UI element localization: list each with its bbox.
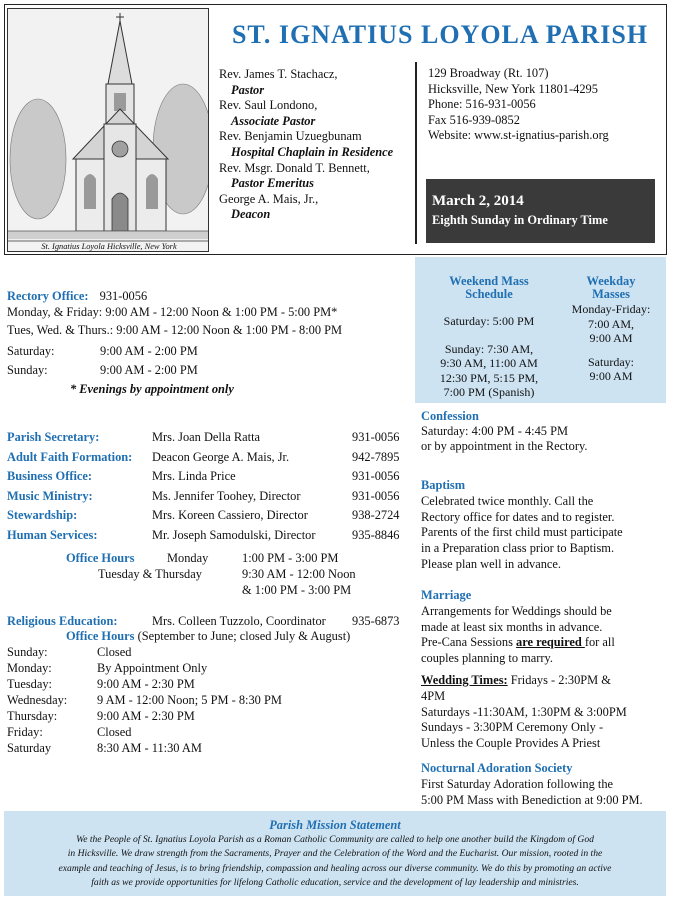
staff-phone: 931-0056 [352, 489, 400, 503]
religious-ed-hours: 9 AM - 12:00 Noon; 5 PM - 8:30 PM [97, 693, 282, 707]
religious-ed-hours: 9:00 AM - 2:30 PM [97, 677, 195, 691]
adoration-section [421, 761, 673, 808]
weekend-sunday: 12:30 PM, 5:15 PM, [439, 370, 539, 385]
rectory-hours-tue-thu: Tues, Wed. & Thurs.: 9:00 AM - 12:00 Noon & 1:00 PM - 8:00 PM [7, 323, 343, 337]
staff-role: Stewardship: [7, 508, 78, 522]
religious-ed-label: Religious Education: [7, 614, 118, 628]
baptism-line: Parents of the first child must participate [421, 525, 623, 540]
baptism-line: Rectory office for dates and to register. [421, 509, 615, 524]
wedding-times-label: Wedding Times: [421, 672, 508, 687]
religious-ed-day: Friday: [7, 725, 43, 739]
weekday-mass-column [561, 275, 661, 384]
religious-ed-hours: 9:00 AM - 2:30 PM [97, 709, 195, 723]
baptism-heading: Baptism [421, 478, 466, 492]
date-box [426, 179, 655, 243]
religious-ed-day: Tuesday: [7, 677, 52, 691]
clergy-list [219, 67, 419, 223]
marriage-heading: Marriage [421, 588, 472, 602]
baptism-section [421, 478, 671, 573]
confession-section [421, 409, 671, 454]
staff-name: Mrs. Linda Price [152, 469, 236, 483]
mission-line: example and teaching of Jesus, is to bring friendship, compassion and healing across our diverse community. We do this by promoting an active [58, 862, 612, 874]
marriage-section [421, 588, 671, 752]
clergy-name: Rev. Msgr. Donald T. Bennett, [219, 160, 370, 175]
contact-info [428, 66, 664, 144]
required-text: are required [516, 635, 585, 650]
baptism-line: Please plan well in advance. [421, 556, 562, 571]
address-line-2: Hicksville, New York 11801-4295 [428, 81, 598, 96]
rectory-heading [7, 289, 147, 304]
mission-heading: Parish Mission Statement [269, 818, 401, 832]
weekday-mon-fri: Monday-Friday: [571, 302, 651, 316]
adoration-line: 5:00 PM Mass with Benediction at 9:00 PM. [421, 792, 643, 807]
staff-role: Parish Secretary: [7, 430, 100, 444]
office-hours-mon: 1:00 PM - 3:00 PM [242, 551, 339, 565]
rectory-phone: 931-0056 [99, 289, 148, 303]
staff-phone: 938-2724 [352, 508, 400, 522]
staff-phone: 942-7895 [352, 450, 400, 464]
staff-row [0, 508, 410, 524]
office-hours-tt: 9:30 AM - 12:00 Noon [242, 567, 356, 581]
weekday-heading: Weekday [586, 274, 636, 288]
weekend-sunday: 7:00 PM (Spanish) [443, 385, 535, 399]
office-hours-tt: & 1:00 PM - 3:00 PM [242, 583, 352, 597]
adoration-heading: Nocturnal Adoration Society [421, 761, 573, 775]
clergy-name: George A. Mais, Jr., [219, 191, 319, 206]
staff-name: Ms. Jennifer Toohey, Director [152, 489, 301, 503]
religious-ed-hours: Closed [97, 725, 132, 739]
staff-role: Business Office: [7, 469, 93, 483]
fax: Fax 516-939-0852 [428, 112, 520, 127]
marriage-line: Arrangements for Weddings should be [421, 603, 612, 618]
staff-row [0, 430, 410, 446]
staff-row [0, 450, 410, 466]
wedding-times-sun: Unless the Couple Provides A Priest [421, 736, 601, 751]
baptism-line: Celebrated twice monthly. Call the [421, 493, 594, 508]
rectory-sat-label: Saturday: [7, 344, 55, 358]
mission-line: faith as we provide opportunities for lifelong Catholic education, service and the development of lay leadership and ministries. [91, 877, 579, 889]
marriage-line [421, 635, 671, 651]
wedding-times-sat: Saturdays -11:30AM, 1:30PM & 3:00PM [421, 704, 627, 719]
church-drawing-icon [8, 9, 209, 252]
staff-row [0, 469, 410, 485]
staff-row [0, 489, 410, 505]
weekend-saturday: Saturday: 5:00 PM [443, 314, 535, 328]
mass-schedule-panel [415, 257, 666, 403]
religious-ed-hours: Closed [97, 645, 132, 659]
rectory-label: Rectory Office: [7, 289, 89, 303]
weekday-mon-fri: 9:00 AM [589, 331, 633, 345]
religious-ed-coordinator: Mrs. Colleen Tuzzolo, Coordinator [152, 614, 326, 628]
parish-title: ST. IGNATIUS LOYOLA PARISH [231, 20, 649, 49]
wedding-times [421, 673, 671, 689]
marriage-line: made at least six months in advance. [421, 619, 603, 634]
weekday-saturday: Saturday: [588, 354, 634, 369]
religious-ed-hours: 8:30 AM - 11:30 AM [97, 741, 202, 755]
religious-ed-day: Saturday [7, 741, 52, 755]
church-sketch-image [7, 8, 209, 252]
rectory-note: * Evenings by appointment only [70, 382, 234, 396]
staff-name: Mr. Joseph Samodulski, Director [152, 528, 316, 542]
confession-heading: Confession [421, 409, 479, 423]
rectory-sat-hours: 9:00 AM - 2:00 PM [100, 344, 198, 358]
staff-name: Mrs. Koreen Cassiero, Director [152, 508, 308, 522]
staff-name: Deacon George A. Mais, Jr. [152, 450, 290, 464]
weekend-mass-column [421, 275, 557, 400]
bulletin-date: March 2, 2014 [432, 193, 524, 209]
wedding-times-fri: 4PM [421, 688, 446, 703]
weekday-heading-2: Masses [592, 287, 630, 301]
weekend-heading: Weekend Mass [449, 274, 529, 288]
pre-cana-text: Pre-Cana Sessions [421, 635, 516, 650]
rectory-sun-hours: 9:00 AM - 2:00 PM [100, 363, 198, 377]
marriage-line: couples planning to marry. [421, 651, 554, 666]
office-hours-label: Office Hours [66, 551, 135, 565]
religious-ed-hours-heading [66, 629, 350, 644]
clergy-name: Rev. Saul Londono, [219, 98, 318, 113]
staff-name: Mrs. Joan Della Ratta [152, 430, 261, 444]
religious-ed-day: Thursday: [7, 709, 58, 723]
header-divider [415, 62, 417, 244]
liturgical-day: Eighth Sunday in Ordinary Time [432, 213, 608, 227]
weekday-saturday: 9:00 AM [589, 369, 633, 383]
staff-role: Adult Faith Formation: [7, 450, 133, 464]
religious-ed-phone: 935-6873 [352, 614, 400, 628]
confession-line: Saturday: 4:00 PM - 4:45 PM [421, 424, 568, 438]
wedding-times-sun: Sundays - 3:30PM Ceremony Only - [421, 720, 604, 735]
address-line-1: 129 Broadway (Rt. 107) [428, 66, 549, 80]
weekend-sunday: Sunday: 7:30 AM, [444, 341, 534, 356]
clergy-title: Associate Pastor [231, 113, 316, 128]
clergy-title: Hospital Chaplain in Residence [231, 144, 394, 159]
weekday-mon-fri: 7:00 AM, [587, 316, 634, 331]
baptism-line: in a Preparation class prior to Baptism. [421, 541, 615, 556]
religious-ed-day: Sunday: [7, 645, 48, 659]
office-hours-mon-label: Monday [167, 551, 209, 565]
staff-phone: 935-8846 [352, 528, 400, 542]
website-link[interactable]: Website: www.st-ignatius-parish.org [428, 128, 609, 143]
weekend-sunday: 9:30 AM, 11:00 AM [440, 356, 538, 370]
confession-line: or by appointment in the Rectory. [421, 439, 588, 453]
religious-ed-hours: By Appointment Only [97, 661, 208, 675]
religious-ed-hours-note: (September to June; closed July & August) [137, 629, 351, 643]
mission-line: in Hicksville. We draw strength from the Sacraments, Prayer and the Celebration of the Word and the Eucharist. Our mission, rooted in the [67, 848, 603, 860]
staff-phone: 931-0056 [352, 469, 400, 483]
pre-cana-text: for all [584, 635, 615, 650]
clergy-title: Pastor Emeritus [231, 176, 314, 191]
clergy-title: Deacon [231, 207, 271, 222]
mission-line: We the People of St. Ignatius Loyola Parish as a Roman Catholic Community are called to help one another build the Kingdom of God [76, 834, 594, 845]
wedding-times-fri: Fridays - 2:30PM & [507, 672, 611, 687]
phone: Phone: 516-931-0056 [428, 97, 536, 112]
mission-statement [4, 811, 666, 896]
religious-ed-day: Monday: [7, 661, 52, 675]
clergy-name: Rev. James T. Stachacz, [219, 67, 338, 81]
rectory-sun-label: Sunday: [7, 363, 48, 377]
staff-role: Human Services: [7, 528, 98, 542]
weekend-heading-2: Schedule [465, 287, 513, 301]
rectory-hours-mon-fri: Monday, & Friday: 9:00 AM - 12:00 Noon & 1:00 PM - 5:00 PM* [7, 305, 338, 319]
clergy-title: Pastor [231, 82, 265, 97]
staff-row [0, 528, 410, 544]
staff-role: Music Ministry: [7, 489, 93, 503]
religious-ed-day: Wednesday: [7, 693, 68, 707]
office-hours-tt-label: Tuesday & Thursday [98, 567, 202, 581]
clergy-name: Rev. Benjamin Uzuegbunam [219, 129, 362, 144]
image-caption: St. Ignatius Loyola Hicksville, New York [41, 242, 177, 251]
staff-phone: 931-0056 [352, 430, 400, 444]
religious-ed-hours-label: Office Hours [66, 629, 135, 643]
adoration-line: First Saturday Adoration following the [421, 776, 614, 791]
